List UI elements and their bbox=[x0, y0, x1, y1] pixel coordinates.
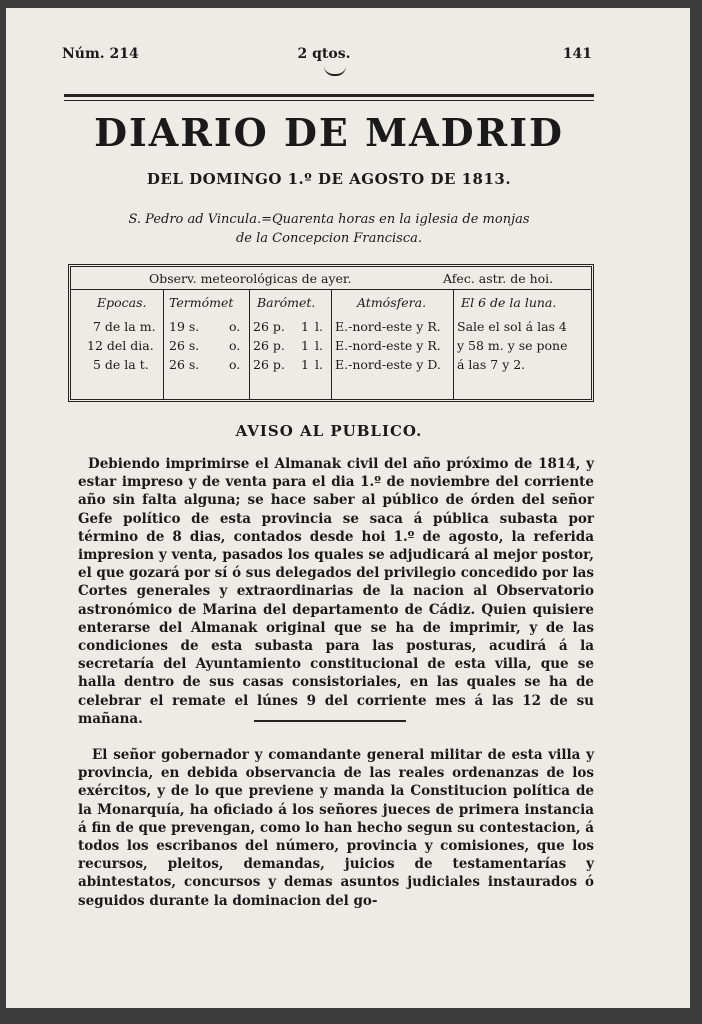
cell-epoch: 5 de la t. bbox=[93, 357, 149, 372]
newspaper-page bbox=[6, 8, 690, 1008]
cell-temp: 26 s. bbox=[169, 357, 200, 372]
weather-title: Observ. meteorológicas de ayer. bbox=[149, 271, 352, 286]
cell-atm: E.-nord-este y D. bbox=[335, 357, 441, 372]
cell-temp-dir: o. bbox=[229, 357, 241, 372]
cell-temp-dir: o. bbox=[229, 319, 241, 334]
page-number: 141 bbox=[562, 46, 592, 62]
cell-epoch: 12 del dia. bbox=[87, 338, 154, 353]
table-row bbox=[71, 338, 591, 357]
cell-baro-l: l. bbox=[315, 319, 323, 334]
cell-epoch: 7 de la m. bbox=[93, 319, 156, 334]
saint-of-day bbox=[62, 210, 596, 248]
col-barometro: Barómet. bbox=[257, 295, 316, 310]
weather-table bbox=[68, 264, 594, 402]
dateline: DEL DOMINGO 1.º DE AGOSTO DE 1813. bbox=[146, 170, 512, 188]
astro-title: Afec. astr. de hoi. bbox=[443, 271, 554, 286]
cell-atm: E.-nord-este y R. bbox=[335, 319, 441, 334]
cell-astro: Sale el sol á las 4 bbox=[457, 319, 567, 334]
col-luna: El 6 de la luna. bbox=[461, 295, 557, 310]
header-rule-thick bbox=[64, 94, 594, 97]
weather-table-header bbox=[71, 267, 591, 290]
cell-temp: 26 s. bbox=[169, 338, 200, 353]
cell-atm: E.-nord-este y R. bbox=[335, 338, 441, 353]
col-epocas: Epocas. bbox=[97, 295, 147, 310]
notice-body: Debiendo imprimirse el Almanak civil del año próximo de 1814, y estar impreso y de venta para el dia 1.º de noviembre del corriente año sin falta alguna; se hace saber al público de órden del señor Gefe político de esta provincia se saca á pública subasta por término de 8 dias, contados desde hoi 1.º de agosto, la referida impresion y venta, pasados los quales se adjudicará al mejor postor, el que gozará por sí ó sus delegados del privilegio concedido por las Cortes generales y extraordinarias de la nacion al Observatorio astronómico de Marina del departamento de Cádiz. Quien quisiere enterarse del Almanak original que se ha de imprimir, y de las condiciones de esta subasta para las posturas, acudirá á la secretaría del Ayuntamiento constitucional de esta villa, que se halla dentro de sus casas consistoriales, en las quales se ha de celebrar el remate el lúnes 9 del corriente mes á las 12 de su mañana. bbox=[78, 456, 594, 727]
cell-baro-l: l. bbox=[315, 338, 323, 353]
header-rule-thin bbox=[64, 100, 594, 101]
table-row bbox=[71, 319, 591, 338]
cell-baro-in: 1 bbox=[301, 338, 309, 353]
cell-baro: 26 p. bbox=[253, 319, 285, 334]
issue-number: Núm. 214 bbox=[62, 46, 139, 62]
cell-astro: á las 7 y 2. bbox=[457, 357, 526, 372]
saint-line-1: S. Pedro ad Vincula.=Quarenta horas en la iglesia de monjas bbox=[128, 212, 530, 227]
cell-baro-l: l. bbox=[315, 357, 323, 372]
col-atmosfera: Atmósfera. bbox=[357, 295, 427, 310]
brace-ornament bbox=[324, 66, 346, 76]
weather-rows bbox=[71, 319, 591, 376]
cell-temp-dir: o. bbox=[229, 338, 241, 353]
saint-line-2: de la Concepcion Francisca. bbox=[235, 231, 423, 246]
issue-price: 2 qtos. bbox=[297, 46, 351, 62]
second-article-body: El señor gobernador y comandante general militar de esta villa y provincia, en debida observancia de las reales ordenanzas de los exércitos, y de lo que previene y manda la Constitucion política de la Monarquía, ha oficiado á los señores jueces de primera instancia á fin de que prevengan, como lo han hecho segun su contestacion, á todos los escribanos del número, provincia y comisiones, que los recursos, pleitos, demandas, juicios de testamentarías y abintestatos, concursos y demas asuntos judiciales instaurados ó seguidos durante la dominacion del go- bbox=[78, 747, 594, 909]
cell-temp: 19 s. bbox=[169, 319, 200, 334]
col-termometro: Termómet bbox=[169, 295, 234, 310]
article-divider bbox=[254, 720, 406, 722]
cell-astro: y 58 m. y se pone bbox=[457, 338, 568, 353]
masthead: DIARIO DE MADRID bbox=[94, 110, 564, 155]
table-row bbox=[71, 357, 591, 376]
cell-baro-in: 1 bbox=[301, 357, 309, 372]
cell-baro: 26 p. bbox=[253, 357, 285, 372]
cell-baro: 26 p. bbox=[253, 338, 285, 353]
cell-baro-in: 1 bbox=[301, 319, 309, 334]
notice-title: AVISO AL PUBLICO. bbox=[235, 422, 423, 440]
